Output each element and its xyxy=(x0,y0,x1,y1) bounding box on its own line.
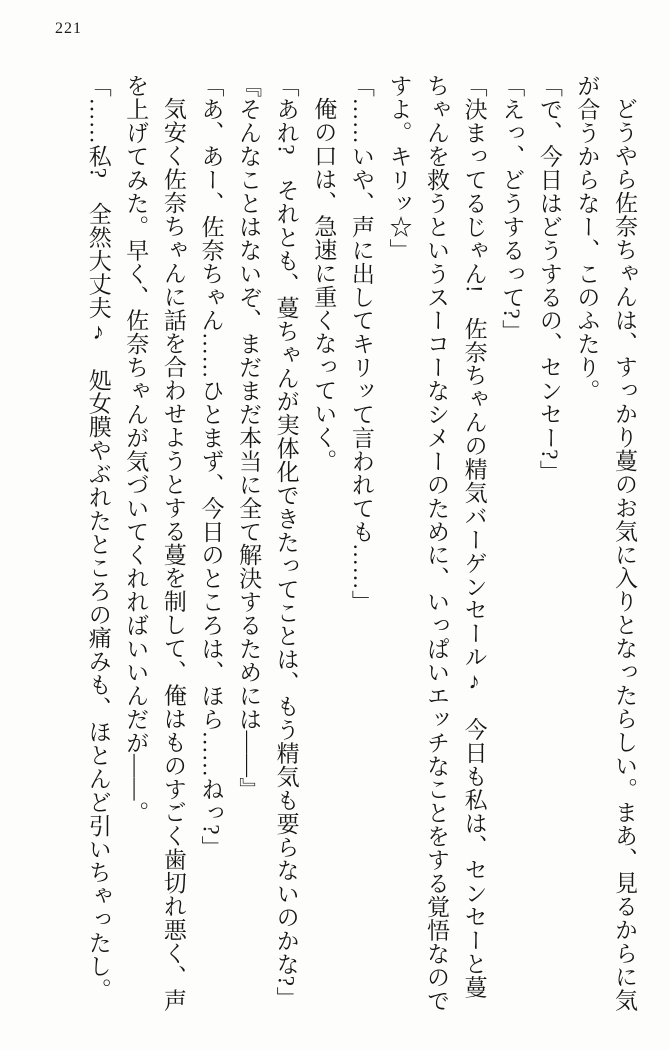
dialogue-paragraph: 「……いや、声に出してキリッて言われても……」 xyxy=(348,74,374,614)
page-text xyxy=(37,74,643,1015)
dialogue-paragraph: 「あれ? それとも、蔓ちゃんが実体化できたってことは、もう精気も要らないのかな?」 xyxy=(273,74,299,1010)
narration-paragraph: どうやら佐奈ちゃんは、すっかり蔓のお気に入りとなったらしい。まあ、見るからに気が合うからなー、このふたり。 xyxy=(574,74,637,1012)
dialogue-paragraph: 「あ、あー、佐奈ちゃん……ひとまず、今日のところは、ほら……ねっ?」 xyxy=(198,74,224,859)
narration-paragraph: 俺の口は、急速に重くなっていく。 xyxy=(311,97,337,473)
dialogue-paragraph: 「えっ、どうするって?」 xyxy=(499,74,525,343)
dialogue-paragraph: 「決まってるじゃん! 佐奈ちゃんの精気バーゲンセール♪ 今日も私は、センセーと蔓ちゃんを救うというスーコーなシメーのために、いっぱいエッチなことをする覚悟なのですよ。キリッ☆」 xyxy=(386,74,487,1012)
dialogue-paragraph: 「で、今日はどうするの、センセー?」 xyxy=(536,74,562,484)
page-number: 221 xyxy=(55,20,82,37)
narration-paragraph: 気安く佐奈ちゃんに話を合わせようとする蔓を制して、俺はものすごく歯切れ悪く、声を上げてみた。早く、佐奈ちゃんが気づいてくれればいいんだが――。 xyxy=(123,74,186,1012)
dialogue-paragraph: 「……私? 全然大丈夫♪ 処女膜やぶれたところの痛みも、ほとんど引いちゃったし。 xyxy=(85,74,111,1002)
dialogue-paragraph: 『そんなことはないぞ、まだまだ本当に全て解決するためには――』 xyxy=(236,74,262,801)
